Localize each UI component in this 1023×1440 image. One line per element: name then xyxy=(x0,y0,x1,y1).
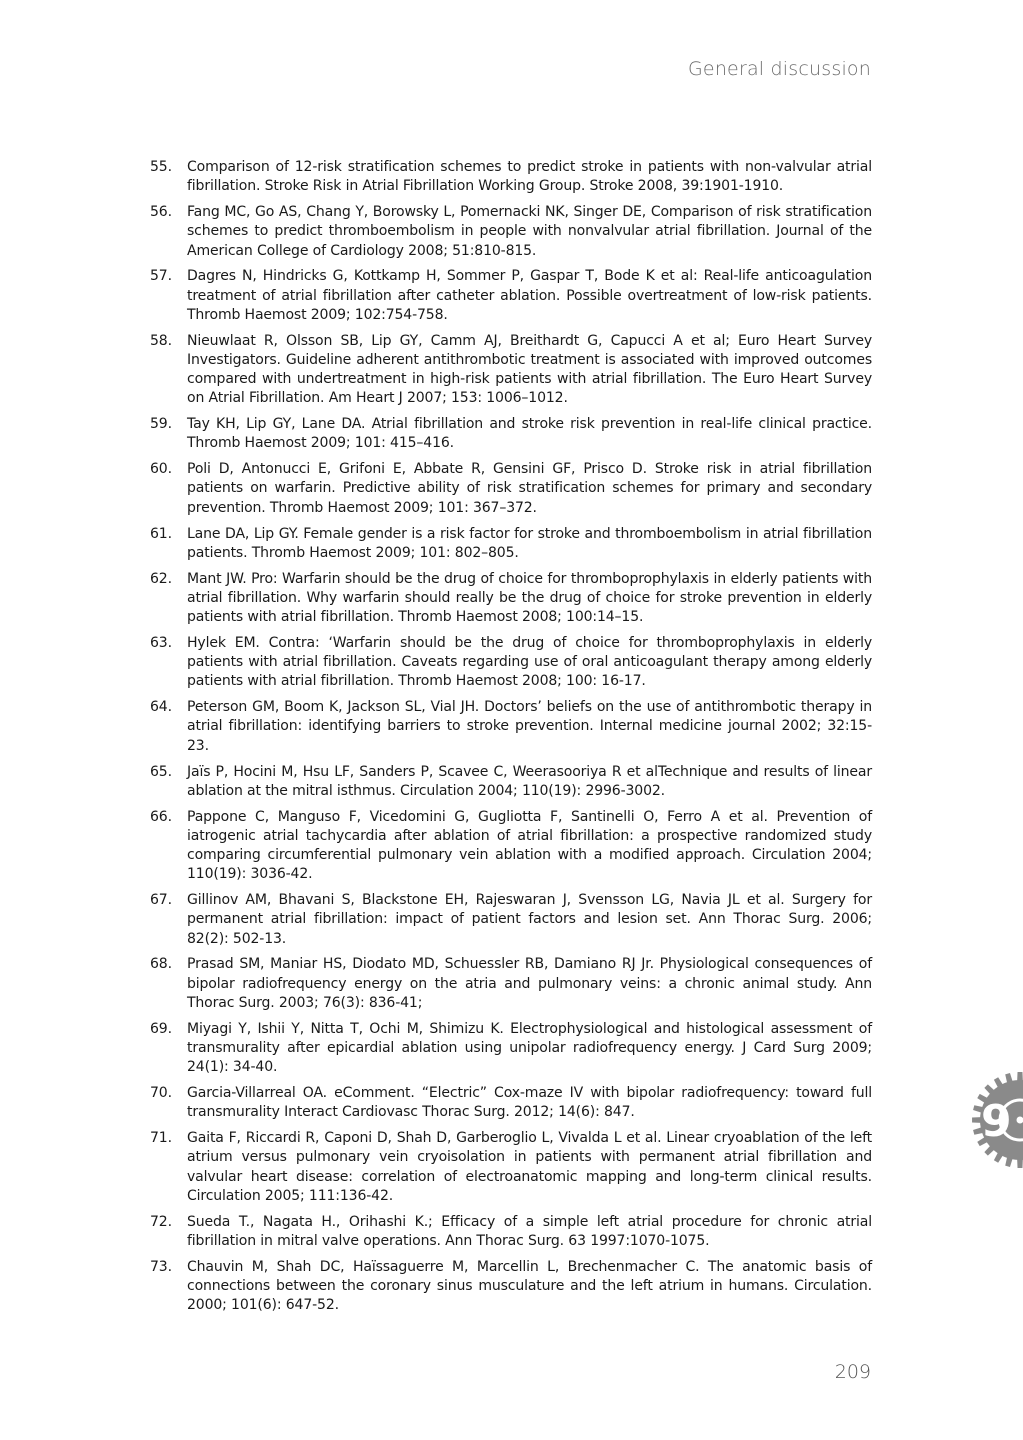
reference-item xyxy=(150,332,872,409)
reference-text: Sueda T., Nagata H., Orihashi K.; Efficacy of a simple left atrial procedure for chronic atrial fibrillation in mitral valve operations. Ann Thorac Surg. 63 1997:1070-1075. xyxy=(187,1213,872,1249)
reference-text: Lane DA, Lip GY. Female gender is a risk factor for stroke and thromboembolism in atrial fibrillation patients. Thromb Haemost 2009; 101: 802–805. xyxy=(187,525,872,561)
reference-text: Poli D, Antonucci E, Grifoni E, Abbate R, Gensini GF, Prisco D. Stroke risk in atrial fibrillation patients on warfarin. Predictive ability of risk stratification schemes for primary and secondary prevention. Thromb Haemost 2009; 101: 367–372. xyxy=(187,461,872,516)
reference-number: 64. xyxy=(150,699,172,716)
reference-text: Prasad SM, Maniar HS, Diodato MD, Schuessler RB, Damiano RJ Jr. Physiological consequences of bipolar radiofrequency energy on the atria and pulmonary veins: a chronic animal study. Ann Thorac Surg. 2003; 76(3): 836-41; xyxy=(187,956,872,1011)
reference-number: 59. xyxy=(150,416,172,433)
reference-item xyxy=(150,955,872,1013)
reference-number: 58. xyxy=(150,332,172,349)
reference-text: Mant JW. Pro: Warfarin should be the drug of choice for thromboprophylaxis in elderly patients with atrial fibrillation. Why warfarin should really be the drug of choice for stroke prevention in elderly patients with atrial fibrillation. Thromb Haemost 2008; 100:14–15. xyxy=(187,570,872,626)
reference-item xyxy=(150,1213,872,1251)
reference-number: 71. xyxy=(150,1130,172,1147)
reference-text: Peterson GM, Boom K, Jackson SL, Vial JH. Doctors’ beliefs on the use of antithrombotic therapy in atrial fibrillation: identifying barriers to stroke prevention. Internal medicine journal 2002; 32:15-23. xyxy=(187,699,872,754)
reference-item xyxy=(150,570,872,628)
gear-tooth xyxy=(972,1117,981,1123)
reference-item xyxy=(150,267,872,325)
reference-text: Comparison of 12-risk stratification schemes to predict stroke in patients with non-valvular atrial fibrillation. Stroke Risk in Atrial Fibrillation Working Group. Stroke 2008, 39:1901-1910. xyxy=(187,159,872,195)
gear-tooth xyxy=(1017,1072,1023,1081)
running-header: General discussion xyxy=(688,58,871,80)
gear-tooth xyxy=(1017,1159,1023,1168)
reference-item xyxy=(150,158,872,196)
reference-text: Fang MC, Go AS, Chang Y, Borowsky L, Pomernacki NK, Singer DE, Comparison of risk stratification schemes to predict thromboembolism in people with nonvalvular atrial fibrillation. Journal of the American College of Cardiology 2008; 51:810-815. xyxy=(187,204,872,259)
reference-number: 63. xyxy=(150,634,172,651)
reference-text: Pappone C, Manguso F, Vicedomini G, Gugliotta F, Santinelli O, Ferro A et al. Prevention of iatrogenic atrial tachycardia after ablation of atrial fibrillation: a prospective randomized study comparing circumferential pulmonary vein ablation with a modified approach. Circulation 2004; 110(19): 3036-42. xyxy=(187,808,872,883)
reference-text: Chauvin M, Shah DC, Haïssaguerre M, Marcellin L, Brechenmacher C. The anatomic basis of connections between the coronary sinus musculature and the left atrium in humans. Circulation. 2000; 101(6): 647-52. xyxy=(187,1258,872,1314)
page-number: 209 xyxy=(834,1361,871,1383)
reference-number: 69. xyxy=(150,1020,172,1037)
reference-item xyxy=(150,698,872,756)
chapter-number: 9 xyxy=(981,1096,1012,1147)
reference-item xyxy=(150,1129,872,1206)
reference-item xyxy=(150,891,872,949)
reference-text: Garcia-Villarreal OA. eComment. “Electric” Cox-maze IV with bipolar radiofrequency: toward full transmurality Interact Cardiovasc Thorac Surg. 2012; 14(6): 847. xyxy=(187,1085,872,1121)
reference-text: Tay KH, Lip GY, Lane DA. Atrial fibrillation and stroke risk prevention in real-life clinical practice. Thromb Haemost 2009; 101: 415–416. xyxy=(187,416,872,452)
reference-item xyxy=(150,460,872,518)
reference-text: Nieuwlaat R, Olsson SB, Lip GY, Camm AJ, Breithardt G, Capucci A et al; Euro Heart Survey Investigators. Guideline adherent antithrombotic treatment is associated with improved outcomes compared with undertreatment in high-risk patients with atrial fibrillation. The Euro Heart Survey on Atrial Fibrillation. Am Heart J 2007; 153: 1006–1012. xyxy=(187,332,872,407)
reference-item xyxy=(150,634,872,692)
reference-list xyxy=(150,158,872,1322)
gear-icon xyxy=(962,1062,1023,1178)
reference-item xyxy=(150,525,872,563)
reference-number: 60. xyxy=(150,461,172,478)
reference-number: 57. xyxy=(150,268,172,285)
reference-number: 62. xyxy=(150,570,172,587)
reference-text: Gaita F, Riccardi R, Caponi D, Shah D, Garberoglio L, Vivalda L et al. Linear cryoablation of the left atrium versus pulmonary vein cryoisolation in patients with permanent atrial fibrillation and valvular heart disease: correlation of electroanatomic mapping and long-term clinical results. Circulation 2005; 111:136-42. xyxy=(187,1130,872,1204)
reference-text: Dagres N, Hindricks G, Kottkamp H, Sommer P, Gaspar T, Bode K et al: Real-life anticoagulation treatment of atrial fibrillation after catheter ablation. Possible overtreatment of low-risk patients. Thromb Haemost 2009; 102:754-758. xyxy=(187,268,872,323)
reference-item xyxy=(150,1020,872,1078)
reference-item xyxy=(150,1084,872,1122)
reference-text: Hylek EM. Contra: ‘Warfarin should be the drug of choice for thromboprophylaxis in elderly patients with atrial fibrillation. Caveats regarding use of oral anticoagulant therapy among elderly patients with atrial fibrillation. Thromb Haemost 2008; 100: 16-17. xyxy=(187,634,872,690)
reference-item xyxy=(150,1258,872,1316)
reference-number: 72. xyxy=(150,1213,172,1230)
reference-item xyxy=(150,808,872,885)
reference-number: 65. xyxy=(150,763,172,780)
reference-item xyxy=(150,203,872,261)
chapter-tab xyxy=(962,1062,1023,1178)
reference-text: Jaïs P, Hocini M, Hsu LF, Sanders P, Scavee C, Weerasooriya R et alTechnique and results of linear ablation at the mitral isthmus. Circulation 2004; 110(19): 2996-3002. xyxy=(187,763,872,799)
reference-number: 68. xyxy=(150,956,172,973)
reference-number: 66. xyxy=(150,808,172,825)
reference-number: 70. xyxy=(150,1085,172,1102)
reference-number: 55. xyxy=(150,159,172,175)
reference-item xyxy=(150,415,872,453)
reference-text: Miyagi Y, Ishii Y, Nitta T, Ochi M, Shimizu K. Electrophysiological and histological assessment of transmurality after epicardial ablation using unipolar radiofrequency energy. J Card Surg 2009; 24(1): 34-40. xyxy=(187,1020,872,1076)
reference-number: 56. xyxy=(150,204,172,221)
reference-number: 67. xyxy=(150,892,172,909)
reference-item xyxy=(150,763,872,801)
reference-number: 61. xyxy=(150,525,172,542)
reference-text: Gillinov AM, Bhavani S, Blackstone EH, Rajeswaran J, Svensson LG, Navia JL et al. Surgery for permanent atrial fibrillation: impact of patient factors and lesion set. Ann Thorac Surg. 2006; 82(2): 502-13. xyxy=(187,892,872,947)
reference-number: 73. xyxy=(150,1258,172,1275)
